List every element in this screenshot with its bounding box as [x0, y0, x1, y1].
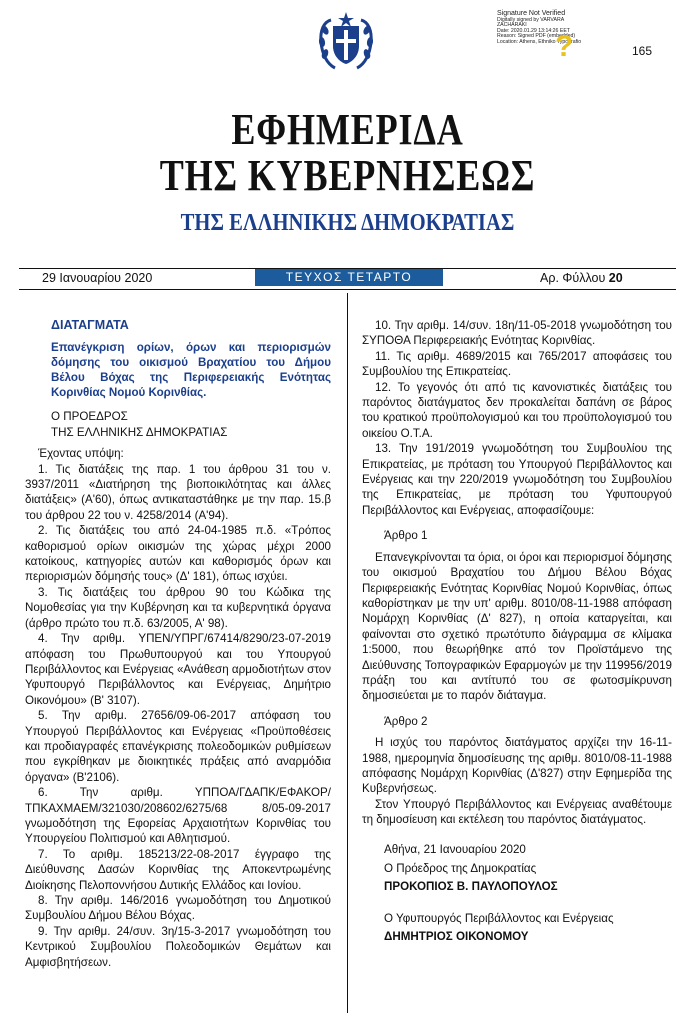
consideration-item: 3. Τις διατάξεις του άρθρου 90 του Κώδικα της Νομοθεσίας για την Κυβέρνηση και τα κυβερνητικά όργανα (άρθρο πρώτο του π.δ. 63/2005, Α' 98).: [25, 585, 331, 630]
decree-headline: Επανέγκριση ορίων, όρων και περιορισμών δόμησης του οικισμού Βραχατίου του Δήμου Βέλου Βόχας της Περιφερειακής Ενότητας Κορινθίας Νομού Κορινθίας.: [51, 341, 331, 400]
article-2-title: Άρθρο 2: [384, 714, 428, 728]
consideration-item: 5. Την αριθμ. 27656/09-06-2017 απόφαση του Υπουργού Περιβάλλοντος και Ενέργειας «Προϋποθέσεις και προδιαγραφές επανέγκρισης πολεοδομικών ρυθμίσεων που εγκρίθηκαν με διοικητικές πράξεις από αναρμόδια όργανα» (Β'2106).: [25, 709, 331, 784]
left-column: [25, 318, 331, 970]
signature-reason: Reason: Signed PDF (embedded): [497, 33, 576, 40]
consideration-item: 7. Το αριθμ. 185213/22-08-2017 έγγραφο της Διεύθυνσης Δασών Κορινθίας της Αποκεντρωμένης Διοίκησης Πελοποννήσου Δυτικής Ελλάδος και Ιονίου.: [25, 847, 331, 892]
consideration-item: 10. Την αριθμ. 14/συν. 18η/11-05-2018 γνωμοδότηση του ΣΥΠΟΘΑ Περιφερειακής Ενότητας Κορινθίας.: [362, 319, 672, 348]
section-heading: ΔΙΑΤΑΓΜΑΤΑ: [51, 318, 129, 332]
president-title: Ο Πρόεδρος της Δημοκρατίας: [384, 862, 537, 875]
consideration-item: 8. Την αριθμ. 146/2016 γνωμοδότηση του Δημοτικού Συμβουλίου Δήμου Βέλου Βόχας.: [25, 894, 331, 923]
president-name: ΠΡΟΚΟΠΙΟΣ Β. ΠΑΥΛΟΠΟΥΛΟΣ: [384, 880, 558, 894]
consideration-item: 4. Την αριθμ. ΥΠΕΝ/ΥΠΡΓ/67414/8290/23-07-2019 απόφαση του Πρωθυπουργού και του Υπουργού Περιβάλλοντος και Ενέργειας «Ανάθεση αρμοδιοτήτων στον Υφυπουργό Περιβάλλοντος και Ενέργειας, Δημήτριο Οικονόμου» (Β' 3107).: [25, 632, 331, 707]
consideration-item: 6. Την αριθμ. ΥΠΠΟΑ/ΓΔΑΠΚ/ΕΦΑΚΟΡ/ΤΠΚΑΧΜΑΕΜ/321030/208602/6275/68 8/05-09-2017 γνωμοδότηση της Εφορείας Αρχαιοτήτων Κορινθίας του Υπουργείου Πολιτισμού και Αθλητισμού.: [25, 786, 331, 846]
president-heading-line2: ΤΗΣ ΕΛΛΗΝΙΚΗΣ ΔΗΜΟΚΡΑΤΙΑΣ: [51, 425, 228, 439]
consideration-item: 12. Το γεγονός ότι από τις κανονιστικές διατάξεις του παρόντος διατάγματος δεν προκαλείται δαπάνη σε βάρος του κρατικού προϋπολογισμού και του προϋπολογισμού του οικείου Ο.Τ.Α.: [362, 380, 672, 440]
article-1-title: Άρθρο 1: [384, 529, 428, 543]
masthead-subtitle: ΤΗΣ ΕΛΛΗΝΙΚΗΣ ΔΗΜΟΚΡΑΤΙΑΣ: [180, 210, 515, 236]
place-and-date: Αθήνα, 21 Ιανουαρίου 2020: [384, 842, 526, 856]
considerations-intro: Έχοντας υπόψη:: [38, 447, 124, 461]
article-1-text: Επανεγκρίνονται τα όρια, οι όροι και περιορισμοί δόμησης του οικισμού Βραχατίου του Δήμου Βέλου Βόχας Περιφερειακής Ενότητας Κορινθίας Νομού Κορινθίας, όπως καθορίστηκαν με την υπ' αριθμ. 8010/08-11-1988 απόφαση Νομάρχη Κορινθίας (Δ' 827), η οποία καταργείται, και φαίνονται στο σχετικό πρωτότυπο διάγραμμα σε κλίμακα 1:5000, που θεωρήθηκε από τον Προϊστάμενο της Διεύθυνσης Τοπογραφικών Εφαρμογών με την 119956/2019 πράξη του και αντίτυπό του σε φωτοσμίκρυνση δημοσιεύεται με το παρόν διάταγμα.: [362, 550, 673, 703]
sheet-number: [540, 271, 623, 285]
issue-tag: ΤΕΥΧΟΣ ΤΕΤΑΡΤΟ: [255, 269, 443, 286]
article-2-text: Η ισχύς του παρόντος διατάγματος αρχίζει την 16-11-1988, ημερομηνία δημοσίευσης της αριθμ. 8010/08-11-1988 απόφασης Νομάρχη Κορινθίας (Δ'827) στην Εφημερίδα της Κυβερνήσεως.: [362, 736, 672, 796]
consideration-item: 9. Την αριθμ. 24/συν. 3η/15-3-2017 γνωμοδότηση του Κεντρικού Συμβουλίου Πολεοδομικών Θεμάτων και Αμφισβητήσεων.: [25, 924, 331, 969]
masthead-title-line1: ΕΦΗΜΕΡΙΔΑ: [231, 105, 464, 154]
right-column: [362, 318, 672, 945]
digital-signature-stamp: [497, 10, 589, 82]
signature-location: Location: Athens, Ethniko Typografio: [497, 38, 582, 45]
minister-name: ΔΗΜΗΤΡΙΟΣ ΟΙΚΟΝΟΜΟΥ: [384, 930, 529, 944]
signature-signed-by: Digitally signed by VARVARA ZACHARAKI: [497, 16, 564, 29]
sheet-label: Αρ. Φύλλου: [540, 271, 606, 285]
consideration-item: 2. Τις διατάξεις του από 24-04-1985 π.δ. «Τρόπος καθορισμού ορίων οικισμών της χώρας μέχρι 2000 κατοίκους, κατηγορίες αυτών και καθορισμός όρων και περιορισμών δόμησής τους» (Δ' 181), όπως ισχύει.: [25, 524, 331, 584]
issue-date: 29 Ιανουαρίου 2020: [42, 271, 153, 285]
greek-coat-of-arms-emblem: [317, 8, 375, 72]
consideration-item: 13. Την 191/2019 γνωμοδότηση του Συμβουλίου της Επικρατείας, με πρόταση του Υπουργού Περιβάλλοντος και Ενέργειας και την 220/2019 γνωμοδότηση του Συμβουλίου της Επικρατείας, με πρόταση του Υφυπουργού Περιβάλλοντος και Ενέργειας, αποφασίζουμε:: [362, 442, 672, 517]
signature-question-icon: ?: [555, 30, 574, 63]
page-number: 165: [632, 44, 653, 58]
column-divider: [347, 293, 348, 1013]
article-2-text: Στον Υπουργό Περιβάλλοντος και Ενέργειας αναθέτουμε τη δημοσίευση και εκτέλεση του παρόντος διατάγματος.: [362, 797, 672, 827]
signature-date: Date: 2020.01.29 13:14:26 EET: [497, 27, 570, 34]
sheet-number-value: 20: [608, 271, 623, 285]
minister-title: Ο Υφυπουργός Περιβάλλοντος και Ενέργειας: [384, 911, 614, 925]
president-heading-line1: Ο ΠΡΟΕΔΡΟΣ: [51, 410, 128, 424]
consideration-item: 1. Τις διατάξεις της παρ. 1 του άρθρου 31 του ν. 3937/2011 «Διατήρηση της βιοποικιλότητας και άλλες διατάξεις» (Α'60), όπως αντικαταστάθηκε με την παρ. 15.β του άρθρου 22 του ν. 4258/2014 (Α'94).: [25, 462, 331, 522]
masthead-title-line2: ΤΗΣ ΚΥΒΕΡΝΗΣΕΩΣ: [159, 151, 536, 200]
signature-status: Signature Not Verified: [497, 10, 566, 17]
consideration-item: 11. Τις αριθμ. 4689/2015 και 765/2017 αποφάσεις του Συμβουλίου της Επικρατείας.: [362, 349, 672, 379]
